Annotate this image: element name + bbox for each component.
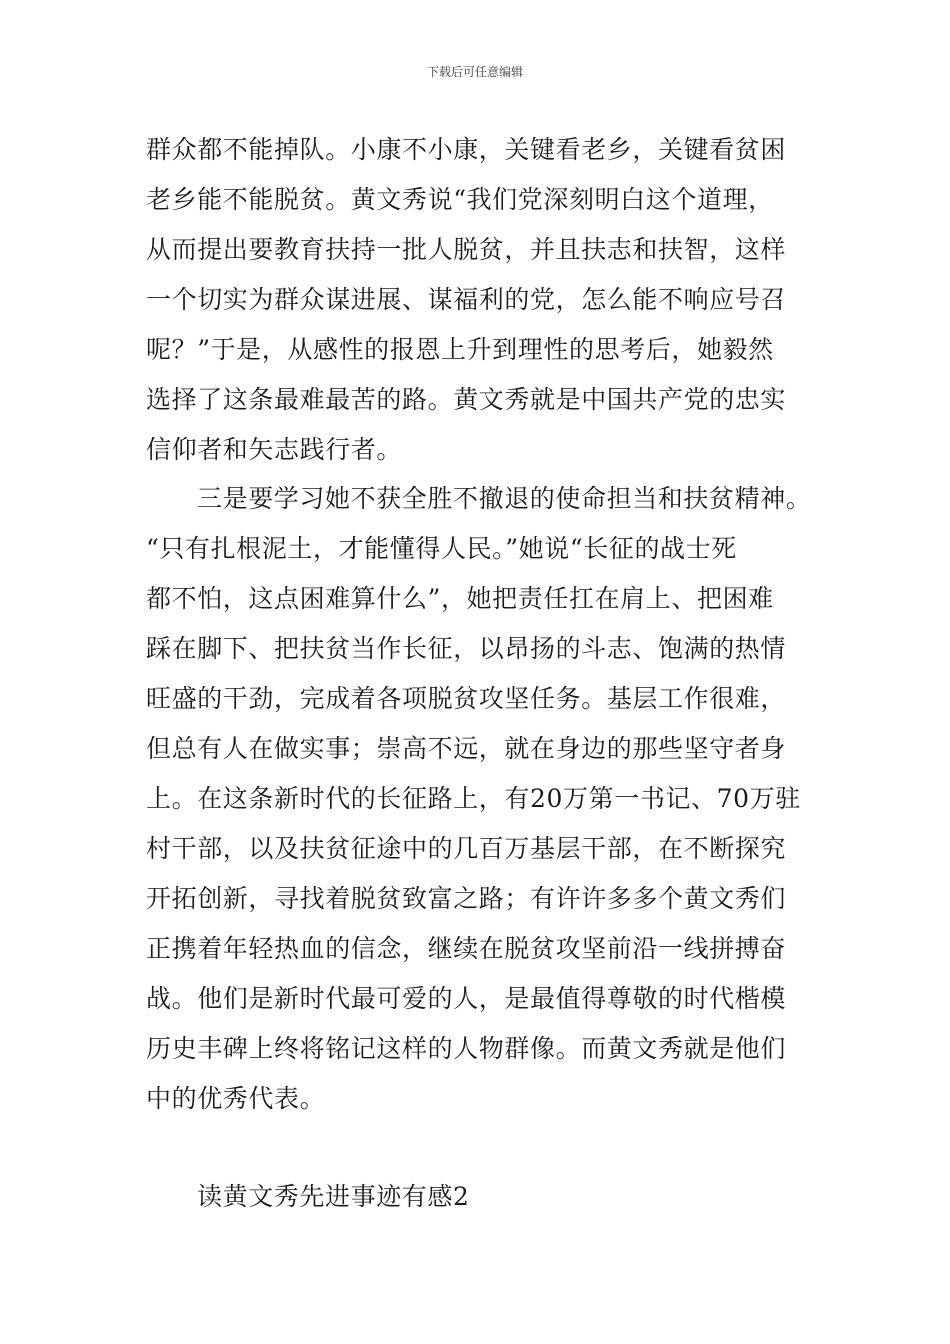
text-line-5: 呢？”于是，从感性的报恩上升到理性的思考后，她毅然	[146, 335, 774, 364]
text-line-1: 群众都不能掉队。小康不小康，关键看老乡，关键看贫困	[146, 135, 787, 164]
text-line-14: 上。在这条新时代的长征路上，有20万第一书记、70万驻	[146, 784, 801, 813]
text-line-16: 开拓创新，寻找着脱贫致富之路；有许许多多个黄文秀们	[146, 884, 787, 913]
text-line-4: 一个切实为群众谋进展、谋福利的党，怎么能不响应号召	[146, 285, 787, 314]
section-title: 读黄文秀先进事迹有感2	[197, 1182, 470, 1211]
text-line-3: 从而提出要教育扶持一批人脱贫，并且扶志和扶智，这样	[146, 235, 787, 264]
text-line-13: 但总有人在做实事；崇高不远，就在身边的那些坚守者身	[146, 734, 787, 763]
text-line-7: 信仰者和矢志践行者。	[146, 435, 403, 464]
text-line-8: 三是要学习她不获全胜不撤退的使命担当和扶贫精神。	[197, 484, 812, 513]
text-line-18: 战。他们是新时代最可爱的人，是最值得尊敬的时代楷模	[146, 984, 787, 1013]
text-line-12: 旺盛的干劲，完成着各项脱贫攻坚任务。基层工作很难，	[146, 684, 787, 713]
text-line-19: 历史丰碑上终将铭记这样的人物群像。而黄文秀就是他们	[146, 1034, 787, 1063]
text-line-9: “只有扎根泥土，才能懂得人民。”她说“长征的战士死	[146, 534, 737, 563]
text-line-10: 都不怕，这点困难算什么”，她把责任扛在肩上、把困难	[146, 584, 774, 613]
text-line-2: 老乡能不能脱贫。黄文秀说“我们党深刻明白这个道理，	[146, 185, 774, 214]
text-line-15: 村干部，以及扶贫征途中的几百万基层干部，在不断探究	[146, 834, 787, 863]
text-line-6: 选择了这条最难最苦的路。黄文秀就是中国共产党的忠实	[146, 385, 787, 414]
text-line-20: 中的优秀代表。	[146, 1084, 326, 1113]
text-line-17: 正携着年轻热血的信念，继续在脱贫攻坚前沿一线拼搏奋	[146, 934, 787, 963]
text-line-11: 踩在脚下、把扶贫当作长征，以昂扬的斗志、饱满的热情	[146, 634, 787, 663]
page-header: 下载后可任意编辑	[426, 65, 523, 79]
